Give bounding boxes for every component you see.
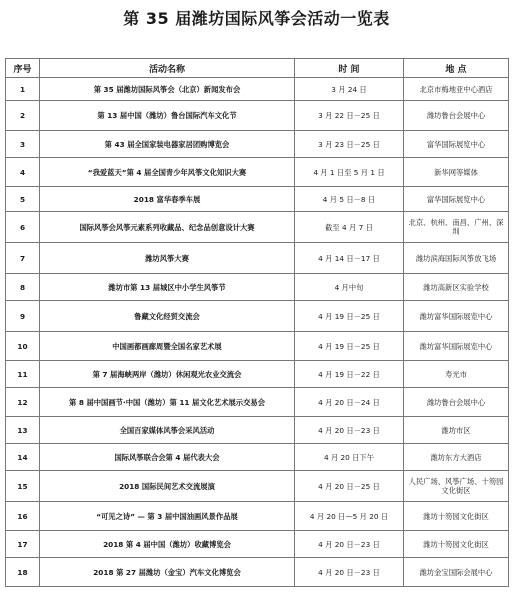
row-number: 14 (6, 444, 40, 471)
activity-location: 潍坊十笏园文化街区 (404, 502, 509, 531)
activity-name: 第 35 届潍坊国际风筝会（北京）新闻发布会 (40, 78, 295, 101)
activity-time: 4 月 14 日－17 日 (295, 243, 404, 274)
activity-time: 4 月 1 日至 5 月 1 日 (295, 158, 404, 187)
activity-name: 国际风筝会风筝元素系列收藏品、纪念品创意设计大赛 (40, 212, 295, 243)
table-row (6, 502, 509, 531)
activity-name: 2018 第 4 届中国（潍坊）收藏博览会 (40, 531, 295, 558)
table-row (6, 332, 509, 361)
table-row (6, 417, 509, 444)
activity-time: 4 月 20 日下午 (295, 444, 404, 471)
table-row (6, 274, 509, 301)
activity-name: 鲁藏文化经贸交流会 (40, 301, 295, 332)
activity-location: 富华国际展览中心 (404, 187, 509, 212)
activity-name: 第 13 届中国（潍坊）鲁台国际汽车文化节 (40, 101, 295, 131)
activity-location: 潍坊十笏园文化街区 (404, 531, 509, 558)
row-number: 18 (6, 558, 40, 587)
table-row (6, 361, 509, 388)
row-number: 7 (6, 243, 40, 274)
activity-name: 潍坊市第 13 届城区中小学生风筝节 (40, 274, 295, 301)
activity-time: 4 月中旬 (295, 274, 404, 301)
activity-name: 潍坊风筝大赛 (40, 243, 295, 274)
page-title: 第 35 届潍坊国际风筝会活动一览表 (123, 9, 390, 28)
table-row (6, 78, 509, 101)
table-body (6, 78, 509, 587)
activity-location: 寿光市 (404, 361, 509, 388)
table-row (6, 187, 509, 212)
table-row (6, 301, 509, 332)
column-header-location: 地 点 (404, 59, 509, 78)
activity-time: 截至 4 月 7 日 (295, 212, 404, 243)
row-number: 5 (6, 187, 40, 212)
activity-name: 国际风筝联合会第 4 届代表大会 (40, 444, 295, 471)
table-row (6, 444, 509, 471)
activity-name: 2018 第 27 届潍坊（金宝）汽车文化博览会 (40, 558, 295, 587)
activity-name: “可见之诗” — 第 3 届中国油画风景作品展 (40, 502, 295, 531)
activity-time: 4 月 19 日－22 日 (295, 361, 404, 388)
row-number: 10 (6, 332, 40, 361)
activity-name: 第 43 届全国家装电器家居团购博览会 (40, 131, 295, 158)
activity-name: 2018 国际民间艺术交流展演 (40, 471, 295, 502)
activity-location: 潍坊市区 (404, 417, 509, 444)
row-number: 15 (6, 471, 40, 502)
column-header-activity-name: 活动名称 (40, 59, 295, 78)
activity-location: 潍坊鲁台会展中心 (404, 388, 509, 417)
row-number: 1 (6, 78, 40, 101)
table-row (6, 131, 509, 158)
activity-name: 2018 富华春季车展 (40, 187, 295, 212)
activity-time: 4 月 20 日－23 日 (295, 531, 404, 558)
activity-location: 潍坊东方大酒店 (404, 444, 509, 471)
table-row (6, 558, 509, 587)
table-row (6, 471, 509, 502)
column-header-time: 时 间 (295, 59, 404, 78)
table-row (6, 158, 509, 187)
activity-location: 北京市梅地亚中心酒店 (404, 78, 509, 101)
activity-name: 全国百家媒体风筝会采风活动 (40, 417, 295, 444)
row-number: 9 (6, 301, 40, 332)
activity-time: 4 月 19 日－25 日 (295, 301, 404, 332)
activity-location: 潍坊鲁台会展中心 (404, 101, 509, 131)
table-row (6, 388, 509, 417)
activity-location: 潍坊富华国际展览中心 (404, 332, 509, 361)
row-number: 16 (6, 502, 40, 531)
row-number: 6 (6, 212, 40, 243)
activity-time: 4 月 20 日－25 日 (295, 471, 404, 502)
table-row (6, 101, 509, 131)
activity-time: 4 月 19 日－25 日 (295, 332, 404, 361)
row-number: 12 (6, 388, 40, 417)
activity-name: 第 8 届中国画节·中国（潍坊）第 11 届文化艺术展示交易会 (40, 388, 295, 417)
activity-name: 第 7 届海峡两岸（潍坊）休闲观光农业交流会 (40, 361, 295, 388)
row-number: 3 (6, 131, 40, 158)
table-row (6, 531, 509, 558)
row-number: 8 (6, 274, 40, 301)
activity-time: 3 月 24 日 (295, 78, 404, 101)
activity-time: 4 月 5 日－8 日 (295, 187, 404, 212)
activity-name: “我爱蓝天”第 4 届全国青少年风筝文化知识大赛 (40, 158, 295, 187)
row-number: 13 (6, 417, 40, 444)
activity-location: 新华网等媒体 (404, 158, 509, 187)
activity-time: 3 月 23 日－25 日 (295, 131, 404, 158)
activity-time: 4 月 20 日－23 日 (295, 558, 404, 587)
activity-time: 3 月 22 日－25 日 (295, 101, 404, 131)
table-header-row (6, 59, 509, 78)
activity-time: 4 月 20 日－24 日 (295, 388, 404, 417)
column-header-number: 序号 (6, 59, 40, 78)
activity-location: 潍坊滨海国际风筝放飞场 (404, 243, 509, 274)
activity-time: 4 月 20 日—5 月 20 日 (295, 502, 404, 531)
row-number: 2 (6, 101, 40, 131)
activity-location: 人民广场、风筝广场、十笏园文化街区 (404, 471, 509, 502)
table-row (6, 212, 509, 243)
table-row (6, 243, 509, 274)
activity-time: 4 月 20 日－23 日 (295, 417, 404, 444)
activity-name: 中国画都画廊周暨全国名家艺术展 (40, 332, 295, 361)
activity-location: 北京、杭州、南昌、广州、深圳 (404, 212, 509, 243)
activity-location: 富华国际展览中心 (404, 131, 509, 158)
activity-location: 潍坊高新区实验学校 (404, 274, 509, 301)
row-number: 4 (6, 158, 40, 187)
row-number: 11 (6, 361, 40, 388)
row-number: 17 (6, 531, 40, 558)
activity-location: 潍坊金宝国际会展中心 (404, 558, 509, 587)
activity-location: 潍坊富华国际展览中心 (404, 301, 509, 332)
activity-table (5, 58, 509, 587)
